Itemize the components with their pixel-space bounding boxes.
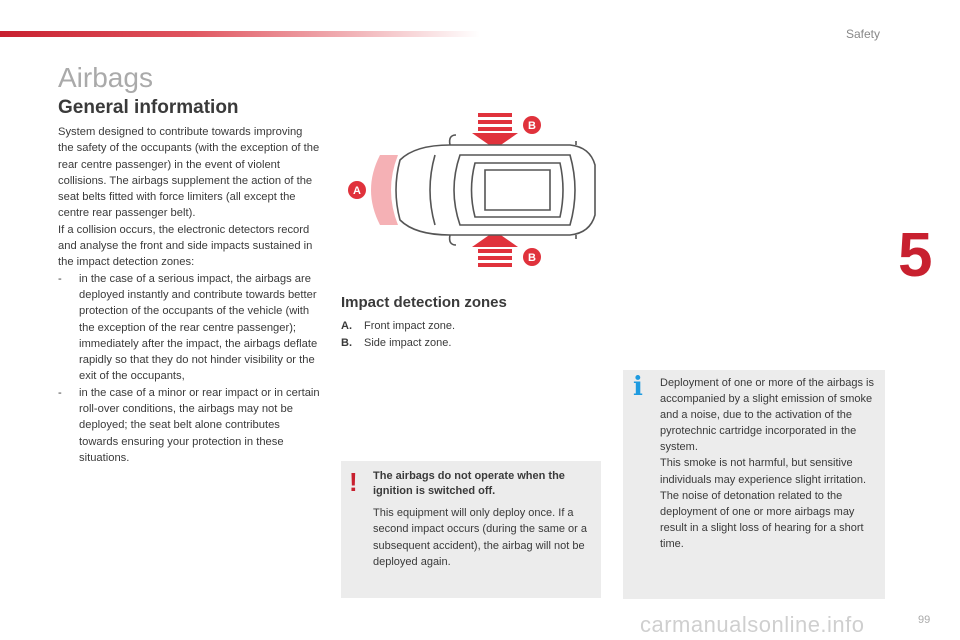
bullet-text: in the case of a serious impact, the airbags are deployed instantly and contribute towards better protection of the occupants of the vehicle (with the exception of the rear centre passenger); immediately after the impact, the airbags deflate rapidly so that they do not hinder visibility or the exit of the occupants,	[79, 272, 318, 383]
legend-text: Front impact zone.	[364, 320, 456, 332]
info-paragraph: The noise of detonation related to the deployment of one or more airbags may result in a slight loss of hearing for a short time.	[660, 489, 864, 550]
page-subtitle: General information	[58, 97, 239, 118]
car-top-view-icon	[396, 135, 595, 245]
info-paragraph: This smoke is not harmful, but sensitive individuals may experience slight irritation.	[660, 457, 867, 486]
warning-text: This equipment will only deploy once. If a second impact occurs (during the same or a subsequent accident), the airbag will not be deployed again.	[373, 507, 587, 568]
page-number: 99	[918, 614, 931, 626]
impact-zones-legend	[341, 318, 455, 352]
info-icon: i	[633, 372, 643, 402]
side-impact-arrow-bottom	[472, 231, 518, 267]
collision-paragraph: If a collision occurs, the electronic detectors record and analyse the front and side impacts sustained in the impact detection zones:	[58, 223, 313, 269]
section-label: Safety	[846, 27, 881, 41]
header-accent-bar	[0, 31, 480, 37]
front-impact-zone	[371, 155, 398, 225]
bullet-dash: -	[58, 386, 62, 399]
impact-zones-heading: Impact detection zones	[341, 294, 507, 311]
badge-side-impact-bottom	[523, 248, 541, 266]
intro-paragraph: System designed to contribute towards improving the safety of the occupants (with the exception of the rear centre passenger) in the event of violent collisions. The airbags supplement the action of the seat belts fitted with force limiters (all except the centre rear passenger belt).	[58, 126, 320, 220]
bullet-dash: -	[58, 272, 62, 285]
info-box	[623, 370, 885, 599]
info-text	[660, 375, 880, 552]
warning-heading: The airbags do not operate when the ignition is switched off.	[373, 470, 565, 497]
legend-item	[341, 318, 455, 335]
svg-text:A: A	[353, 185, 361, 197]
legend-text: Side impact zone.	[364, 337, 452, 349]
warning-icon: !	[349, 467, 358, 497]
warning-box	[341, 461, 601, 598]
legend-item	[341, 335, 455, 352]
bullet-text: in the case of a minor or rear impact or in certain roll-over conditions, the airbags may not be deployed; the seat belt alone contributes towards ensuring your protection in these situations.	[79, 386, 320, 464]
info-paragraph: Deployment of one or more of the airbags is accompanied by a slight emission of smoke and a noise, due to the activation of the pyrotechnic cartridge incorporated in the system.	[660, 377, 875, 454]
body-text	[58, 124, 320, 466]
impact-zone-diagram	[340, 105, 610, 275]
badge-side-impact-top	[523, 116, 541, 134]
badge-front-impact	[348, 181, 366, 199]
svg-text:B: B	[528, 120, 536, 132]
bullet-item	[58, 385, 320, 466]
svg-text:B: B	[528, 252, 536, 264]
side-impact-arrow-top	[472, 113, 518, 149]
legend-key: B.	[341, 337, 352, 349]
bullet-item	[58, 271, 320, 385]
watermark: carmanualsonline.info	[640, 612, 865, 637]
chapter-number: 5	[898, 221, 933, 290]
page-title: Airbags	[58, 62, 153, 93]
legend-key: A.	[341, 320, 352, 332]
